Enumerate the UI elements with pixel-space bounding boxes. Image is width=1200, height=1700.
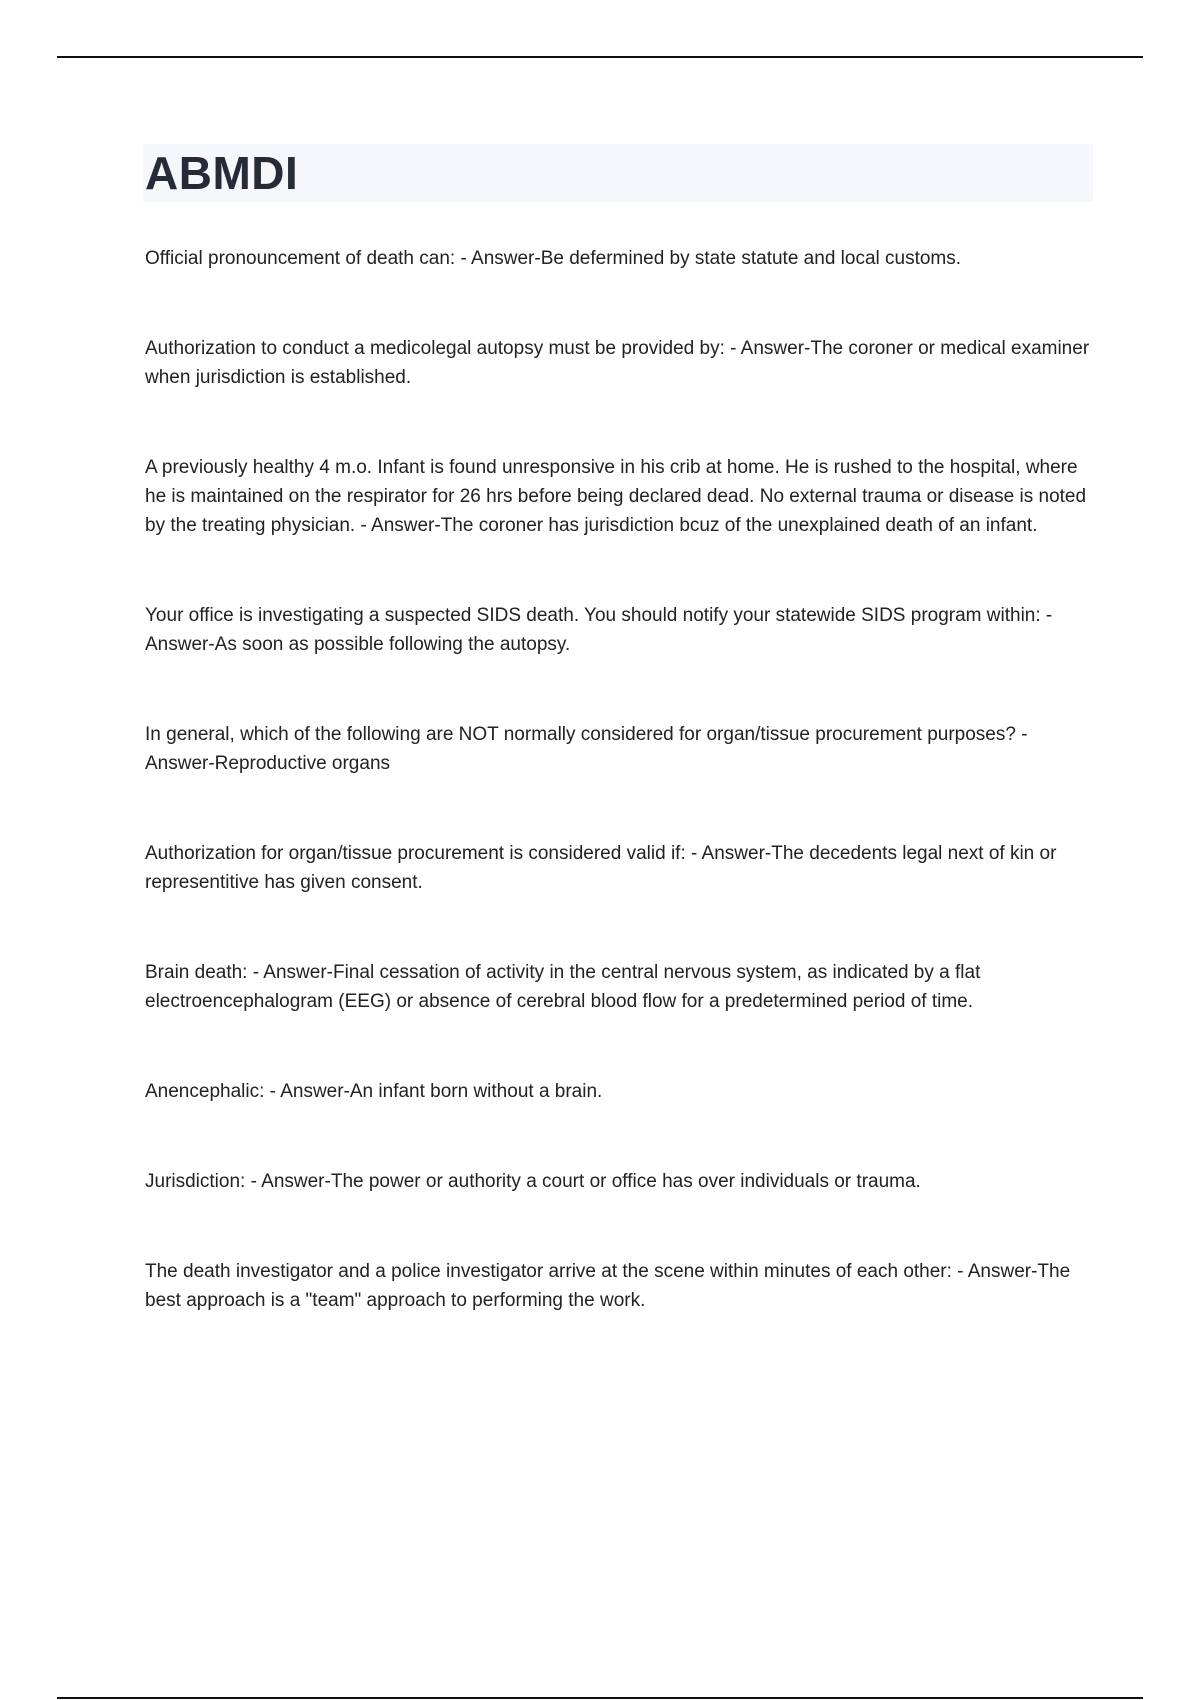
qa-item: The death investigator and a police investigator arrive at the scene within minutes of each other: - Answer-The best approach is a "team" approach to performing the work. xyxy=(145,1261,1071,1311)
qa-item: Jurisdiction: - Answer-The power or authority a court or office has over individuals or trauma. xyxy=(145,1171,921,1192)
qa-item: Authorization to conduct a medicolegal autopsy must be provided by: - Answer-The coroner or medical examiner when jurisdiction is established. xyxy=(145,338,1090,388)
top-divider xyxy=(57,56,1143,58)
qa-item: Your office is investigating a suspected SIDS death. You should notify your statewide SIDS program within: - Answer-As soon as possible following the autopsy. xyxy=(145,605,1053,655)
bottom-divider xyxy=(57,1697,1143,1699)
qa-item: Official pronouncement of death can: - Answer-Be defermined by state statute and local customs. xyxy=(145,248,962,269)
qa-item: In general, which of the following are NOT normally considered for organ/tissue procurement purposes? - Answer-Reproductive organs xyxy=(145,724,1028,774)
qa-list xyxy=(143,244,1093,1315)
page-title: ABMDI xyxy=(145,147,299,199)
qa-item: A previously healthy 4 m.o. Infant is found unresponsive in his crib at home. He is rushed to the hospital, where he is maintained on the respirator for 26 hrs before being declared dead. No external trauma or disease is noted by the treating physician. - Answer-The coroner has jurisdiction bcuz of the unexplained death of an infant. xyxy=(145,457,1087,536)
qa-item: Brain death: - Answer-Final cessation of activity in the central nervous system, as indicated by a flat electroencephalogram (EEG) or absence of cerebral blood flow for a predetermined period of time. xyxy=(145,962,981,1012)
document-page xyxy=(143,144,1093,1376)
qa-item: Authorization for organ/tissue procurement is considered valid if: - Answer-The decedents legal next of kin or representitive has given consent. xyxy=(145,843,1057,893)
title-banner xyxy=(143,144,1093,202)
qa-item: Anencephalic: - Answer-An infant born without a brain. xyxy=(145,1081,603,1102)
